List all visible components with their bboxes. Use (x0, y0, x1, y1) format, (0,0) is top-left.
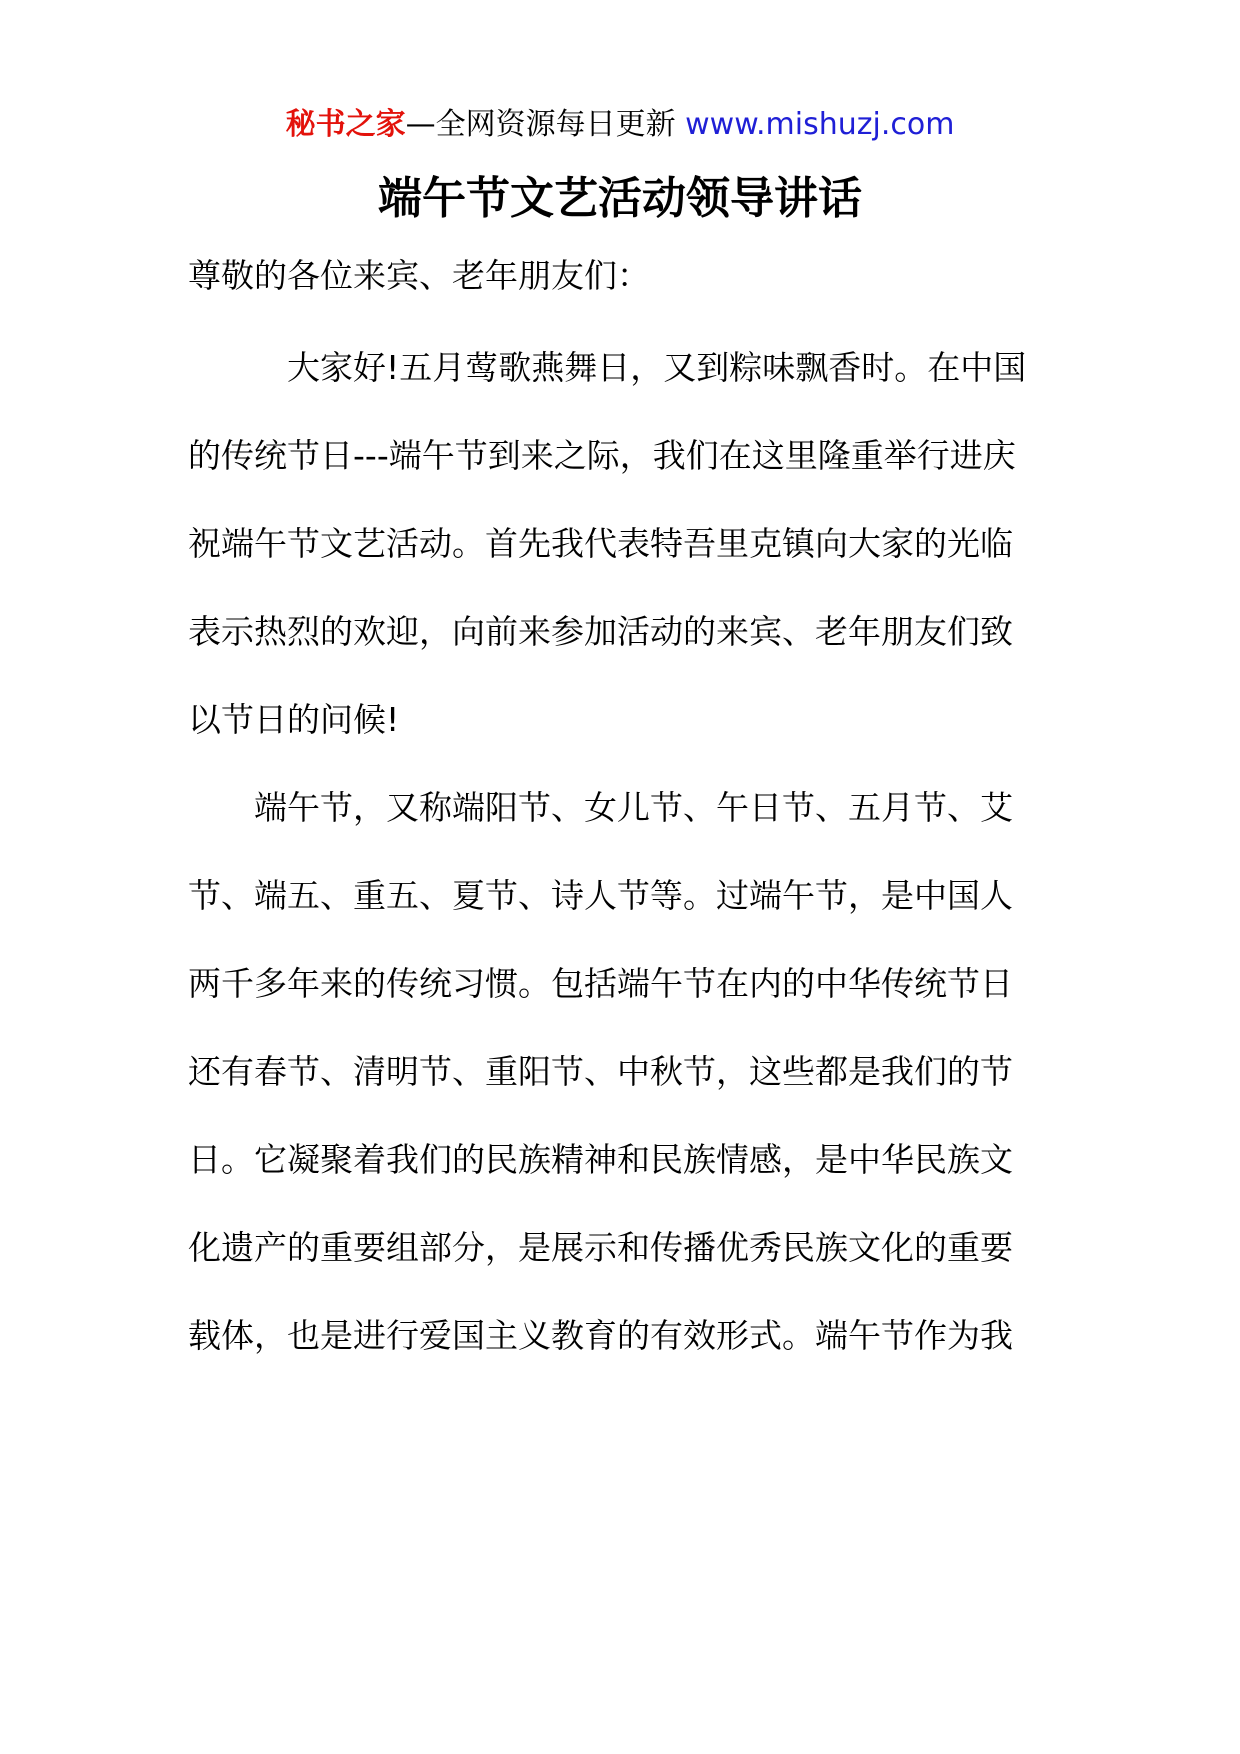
paragraph-2-line: 端午节，又称端阳节、女儿节、午日节、五月节、艾 (254, 788, 1013, 827)
paragraph-1-line: 表示热烈的欢迎，向前来参加活动的来宾、老年朋友们致 (188, 612, 1013, 651)
document-title: 端午节文艺活动领导讲话 (378, 173, 862, 224)
site-url[interactable]: www.mishuzj.com (685, 107, 955, 142)
paragraph-1-line: 大家好!五月莺歌燕舞日，又到粽味飘香时。在中国 (287, 348, 1027, 387)
site-header (0, 100, 1240, 150)
brand-name: 秘书之家 (285, 107, 406, 142)
paragraph-1-line: 祝端午节文艺活动。首先我代表特吾里克镇向大家的光临 (188, 524, 1013, 563)
paragraph-2-line: 载体，也是进行爱国主义教育的有效形式。端午节作为我 (188, 1316, 1013, 1355)
paragraph-2-line: 化遗产的重要组部分，是展示和传播优秀民族文化的重要 (188, 1228, 1013, 1267)
paragraph-2-line: 两千多年来的传统习惯。包括端午节在内的中华传统节日 (188, 964, 1013, 1003)
paragraph-1-line: 的传统节日---端午节到来之际，我们在这里隆重举行进庆 (188, 436, 1016, 475)
salutation: 尊敬的各位来宾、老年朋友们： (188, 256, 650, 295)
paragraph-2-line: 日。它凝聚着我们的民族精神和民族情感，是中华民族文 (188, 1140, 1013, 1179)
paragraph-1-line: 以节日的问候! (188, 700, 400, 739)
paragraph-2-line: 节、端五、重五、夏节、诗人节等。过端午节，是中国人 (188, 876, 1013, 915)
paragraph-2-line: 还有春节、清明节、重阳节、中秋节，这些都是我们的节 (188, 1052, 1013, 1091)
site-slogan: —全网资源每日更新 (405, 107, 676, 142)
